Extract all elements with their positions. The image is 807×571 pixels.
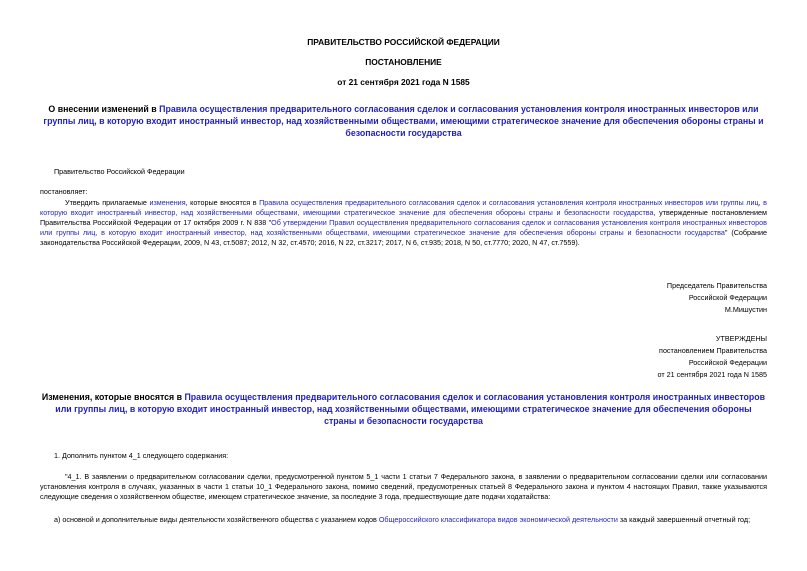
item-a	[54, 515, 767, 525]
date-number: от 21 сентября 2021 года N 1585	[337, 77, 470, 87]
preamble-verb: постановляет:	[40, 187, 88, 196]
document-title	[40, 103, 767, 139]
preamble-text-1: Утвердить прилагаемые	[65, 198, 150, 207]
approval-line-4: от 21 сентября 2021 года N 1585	[657, 370, 767, 379]
preamble-text-4: " (Собрание законодательства Российской Федерации, 2009, N 43, ст.5087; 2012, N 32, ст.4570; 2016, N 22, ст.3217; 2017, N 6, ст.935; 2018, N 50, ст.7770; 2020, N 47, ст.7559).	[40, 228, 767, 247]
decree-link[interactable]: Об утверждении Правил осуществления предварительного согласования сделок и согласования установления контроля иностранных инвесторов или группы лиц, в которую входит иностранный инвестор, над хозяйственными обществами, имеющими стратегическое значение для обеспечения обороны страны и безопасности государства	[40, 218, 767, 237]
item-a-text-1: а) основной и дополнительные виды деятельности хозяйственного общества с указанием кодов	[54, 515, 379, 524]
preamble-text-3: , утвержденные постановлением Правительства Российской Федерации от 17 октября 2009 г. N 838 "	[40, 208, 767, 227]
signature-line-1: Председатель Правительства	[666, 281, 767, 290]
changes-link[interactable]: изменения	[149, 198, 186, 207]
item-4-1-paragraph: "4_1. В заявлении о предварительном согласовании сделки, предусмотренной пунктом 5_1 части 1 статьи 7 Федерального закона, в заявлении о предварительном согласовании сделки или согласовании установления контроля в случаях, указанных в части 1 статьи 10_1 Федерального закона, помимо сведений, предусмотренных статьей 8 Федерального закона и пунктом 4 настоящих Правил, также указываются следующие сведения о хозяйственном обществе, имеющем стратегическое значение, за последние 3 года, предшествующие дате подачи ходатайства:	[40, 472, 767, 501]
government-heading: ПРАВИТЕЛЬСТВО РОССИЙСКОЙ ФЕДЕРАЦИИ	[307, 37, 500, 47]
okved-link[interactable]: Общероссийского классификатора видов экономической деятельности	[378, 515, 618, 524]
approval-line-3: Российской Федерации	[688, 358, 767, 367]
preamble-actor: Правительство Российской Федерации	[54, 167, 185, 176]
preamble-text-2: , которые вносятся в	[185, 198, 260, 207]
doc-type-heading: ПОСТАНОВЛЕНИЕ	[365, 57, 442, 67]
signature-line-2: Российской Федерации	[688, 293, 767, 302]
signature-line-3: М.Мишустин	[724, 305, 767, 314]
preamble-paragraph	[40, 198, 767, 248]
approval-line-2: постановлением Правительства	[659, 346, 767, 355]
item-a-text-2: за каждый завершенный отчетный год;	[617, 515, 751, 524]
changes-title-rules-link[interactable]: Правила осуществления предварительного согласования сделок и согласования установления контроля иностранных инвесторов или группы лиц, в которую входит иностранный инвестор, над хозяйственными обществами, имеющими стратегическое значение для обеспечения обороны страны и безопасности государства	[55, 392, 766, 426]
item-1: 1. Дополнить пунктом 4_1 следующего содержания:	[54, 451, 229, 460]
approval-block	[500, 333, 767, 381]
approval-line-1: УТВЕРЖДЕНЫ	[715, 334, 767, 343]
title-rules-link[interactable]: Правила осуществления предварительного согласования сделок и согласования установления контроля иностранных инвесторов или группы лиц, в которую входит иностранный инвестор, над хозяйственными обществами, имеющими стратегическое значение для обеспечения обороны страны и безопасности государства	[43, 104, 764, 138]
rules-link[interactable]: Правила осуществления предварительного согласования сделок и согласования установления контроля иностранных инвесторов или группы лиц, в которую входит иностранный инвестор, над хозяйственными обществами, имеющими стратегическое значение для обеспечения обороны страны и безопасности государства	[40, 198, 768, 217]
signature-block	[500, 280, 767, 316]
changes-title-prefix: Изменения, которые вносятся в	[41, 392, 185, 402]
title-prefix: О внесении изменений в	[48, 104, 160, 114]
changes-title	[40, 391, 767, 427]
